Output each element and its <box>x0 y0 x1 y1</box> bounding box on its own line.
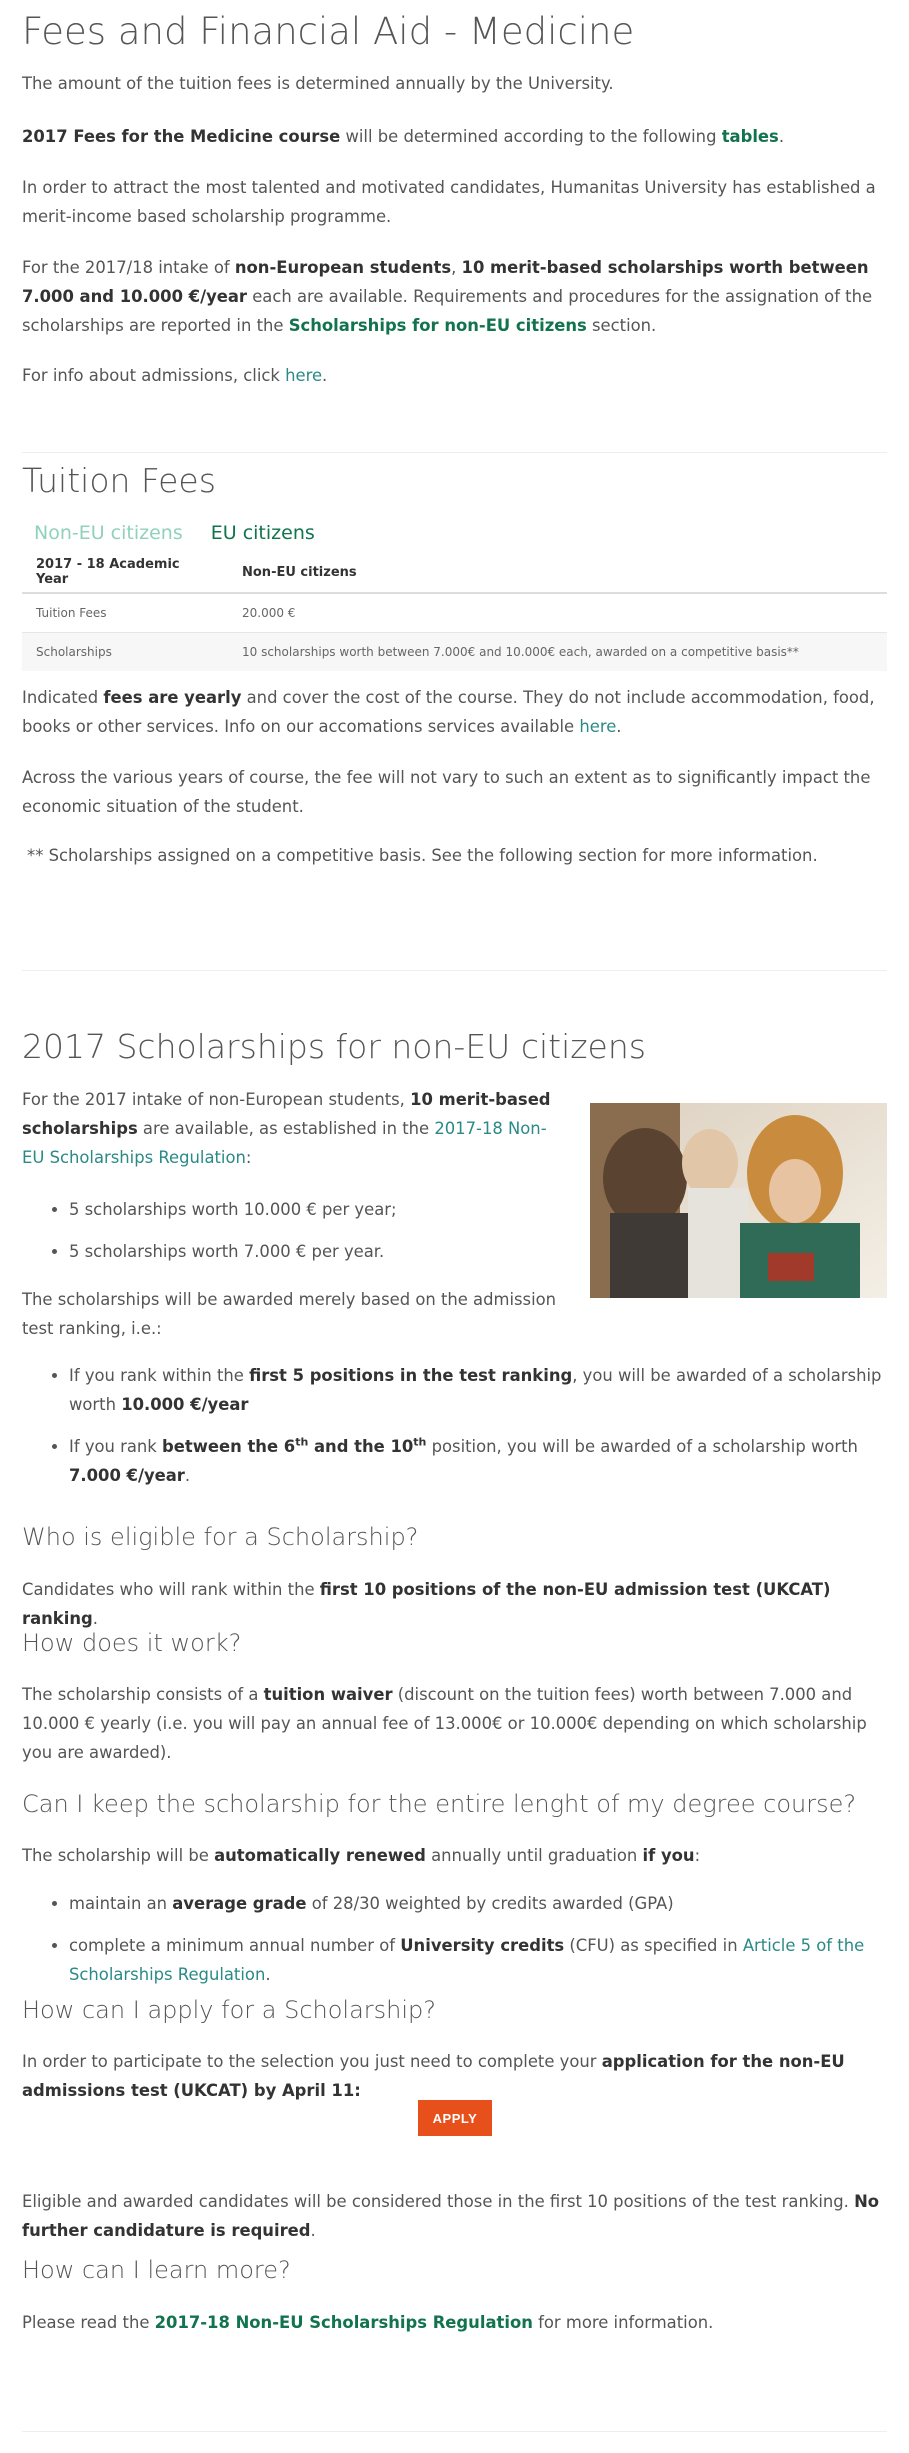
table-cell: 10 scholarships worth between 7.000€ and 10.000€ each, awarded on a competitive basis** <box>228 633 887 672</box>
scholarships-section-link[interactable]: Scholarships for non-EU citizens <box>288 316 587 335</box>
section-divider <box>22 452 887 453</box>
section-divider <box>22 2431 887 2432</box>
tuition-footnote: ** Scholarships assigned on a competitive basis. See the following section for more information. <box>27 846 818 865</box>
apply-title: How can I apply for a Scholarship? <box>22 1996 436 2024</box>
table-cell: Scholarships <box>22 633 228 672</box>
table-header-year: 2017 - 18 Academic Year <box>36 557 180 587</box>
admissions-link[interactable]: here <box>285 366 323 385</box>
scholarships-title: 2017 Scholarships for non-EU citizens <box>22 1027 646 1066</box>
tuition-paragraph-2: Across the various years of course, the fee will not vary to such an extent as to significantly impact the economic situation of the student. <box>22 768 871 816</box>
list-item: • If you rank between the 6th and the 10th position, you will be awarded of a scholarship worth 7.000 €/year. <box>69 1432 889 1490</box>
how-paragraph: The scholarship consists of a tuition waiver (discount on the tuition fees) worth between 7.000 and 10.000 € yearly (i.e. you will pay an annual fee of 13.000€ or 10.000€ depending on which scholarship you are awarded). <box>22 1685 867 1762</box>
fees-table <box>22 552 887 671</box>
table-header-non-eu: Non-EU citizens <box>242 564 357 580</box>
scholarships-paragraph-2: The scholarships will be awarded merely based on the admission test ranking, i.e.: <box>22 1290 557 1338</box>
intro-paragraph-1: The amount of the tuition fees is determined annually by the University. <box>22 74 614 93</box>
table-cell: Tuition Fees <box>36 606 107 620</box>
list-item: • maintain an average grade of 28/30 weighted by credits awarded (GPA) <box>69 1889 889 1918</box>
eligible-title: Who is eligible for a Scholarship? <box>22 1523 419 1551</box>
accommodation-link[interactable]: here <box>579 717 617 736</box>
keep-title: Can I keep the scholarship for the entire lenght of my degree course? <box>22 1790 857 1818</box>
eligible-paragraph: Candidates who will rank within the first 10 positions of the non-EU admission test (UKCAT) ranking. <box>22 1580 831 1628</box>
students-photo <box>590 1103 887 1298</box>
intro-paragraph-3: In order to attract the most talented and motivated candidates, Humanitas University has established a merit-income based scholarship programme. <box>22 178 876 226</box>
apply-paragraph: In order to participate to the selection you just need to complete your application for the non-EU admissions test (UKCAT) by April 11: <box>22 2052 845 2100</box>
tuition-paragraph-1: Indicated fees are yearly and cover the cost of the course. They do not include accommodation, food, books or other services. Info on our accomations services available here. <box>22 688 875 736</box>
citizenship-tabs <box>34 520 315 546</box>
table-row <box>22 593 887 633</box>
ranking-list <box>44 1361 889 1503</box>
renewal-conditions-list <box>44 1889 889 2002</box>
intro-paragraph-4: For the 2017/18 intake of non-European students, 10 merit-based scholarships worth between 7.000 and 10.000 €/year each are available. Requirements and procedures for the assignation of the scholarships are reported in the Scholarships for non-EU citizens section. <box>22 258 873 335</box>
table-cell: 20.000 € <box>242 606 296 620</box>
apply-button[interactable]: APPLY <box>418 2100 492 2136</box>
page-title: Fees and Financial Aid - Medicine <box>22 10 635 53</box>
intro-paragraph-2: 2017 Fees for the Medicine course will be determined according to the following tables. <box>22 127 785 146</box>
intro-paragraph-5: For info about admissions, click here. <box>22 366 328 385</box>
scholarship-amounts-list <box>44 1195 589 1279</box>
tab-eu-citizens[interactable]: EU citizens <box>210 522 315 544</box>
article-5-link[interactable]: Article 5 of the Scholarships Regulation <box>69 1936 865 1984</box>
keep-paragraph: The scholarship will be automatically renewed annually until graduation if you: <box>22 1846 701 1865</box>
tables-link[interactable]: tables <box>721 127 779 146</box>
list-item: • 5 scholarships worth 10.000 € per year; <box>69 1195 589 1224</box>
students-photo-illustration <box>590 1103 887 1298</box>
how-title: How does it work? <box>22 1629 242 1657</box>
regulation-link-bottom[interactable]: 2017-18 Non-EU Scholarships Regulation <box>154 2313 533 2332</box>
list-item: • 5 scholarships worth 7.000 € per year. <box>69 1237 589 1266</box>
tab-non-eu-citizens[interactable]: Non-EU citizens <box>34 522 183 544</box>
section-divider <box>22 970 887 971</box>
list-item: • complete a minimum annual number of University credits (CFU) as specified in Article 5 of the Scholarships Regulation. <box>69 1931 889 1989</box>
table-header-row <box>22 552 887 593</box>
learn-paragraph: Please read the 2017-18 Non-EU Scholarships Regulation for more information. <box>22 2313 714 2332</box>
table-row <box>22 633 887 672</box>
list-item: • If you rank within the first 5 positions in the test ranking, you will be awarded of a scholarship worth 10.000 €/year <box>69 1361 889 1419</box>
apply-paragraph-2: Eligible and awarded candidates will be considered those in the first 10 positions of the test ranking. No further candidature is required. <box>22 2192 880 2240</box>
tuition-title: Tuition Fees <box>22 461 216 500</box>
regulation-link[interactable]: 2017-18 Non-EU Scholarships Regulation <box>22 1119 547 1167</box>
scholarships-paragraph-1: For the 2017 intake of non-European students, 10 merit-based scholarships are available, as established in the 2017-18 Non-EU Scholarships Regulation: <box>22 1090 551 1167</box>
learn-title: How can I learn more? <box>22 2256 291 2284</box>
